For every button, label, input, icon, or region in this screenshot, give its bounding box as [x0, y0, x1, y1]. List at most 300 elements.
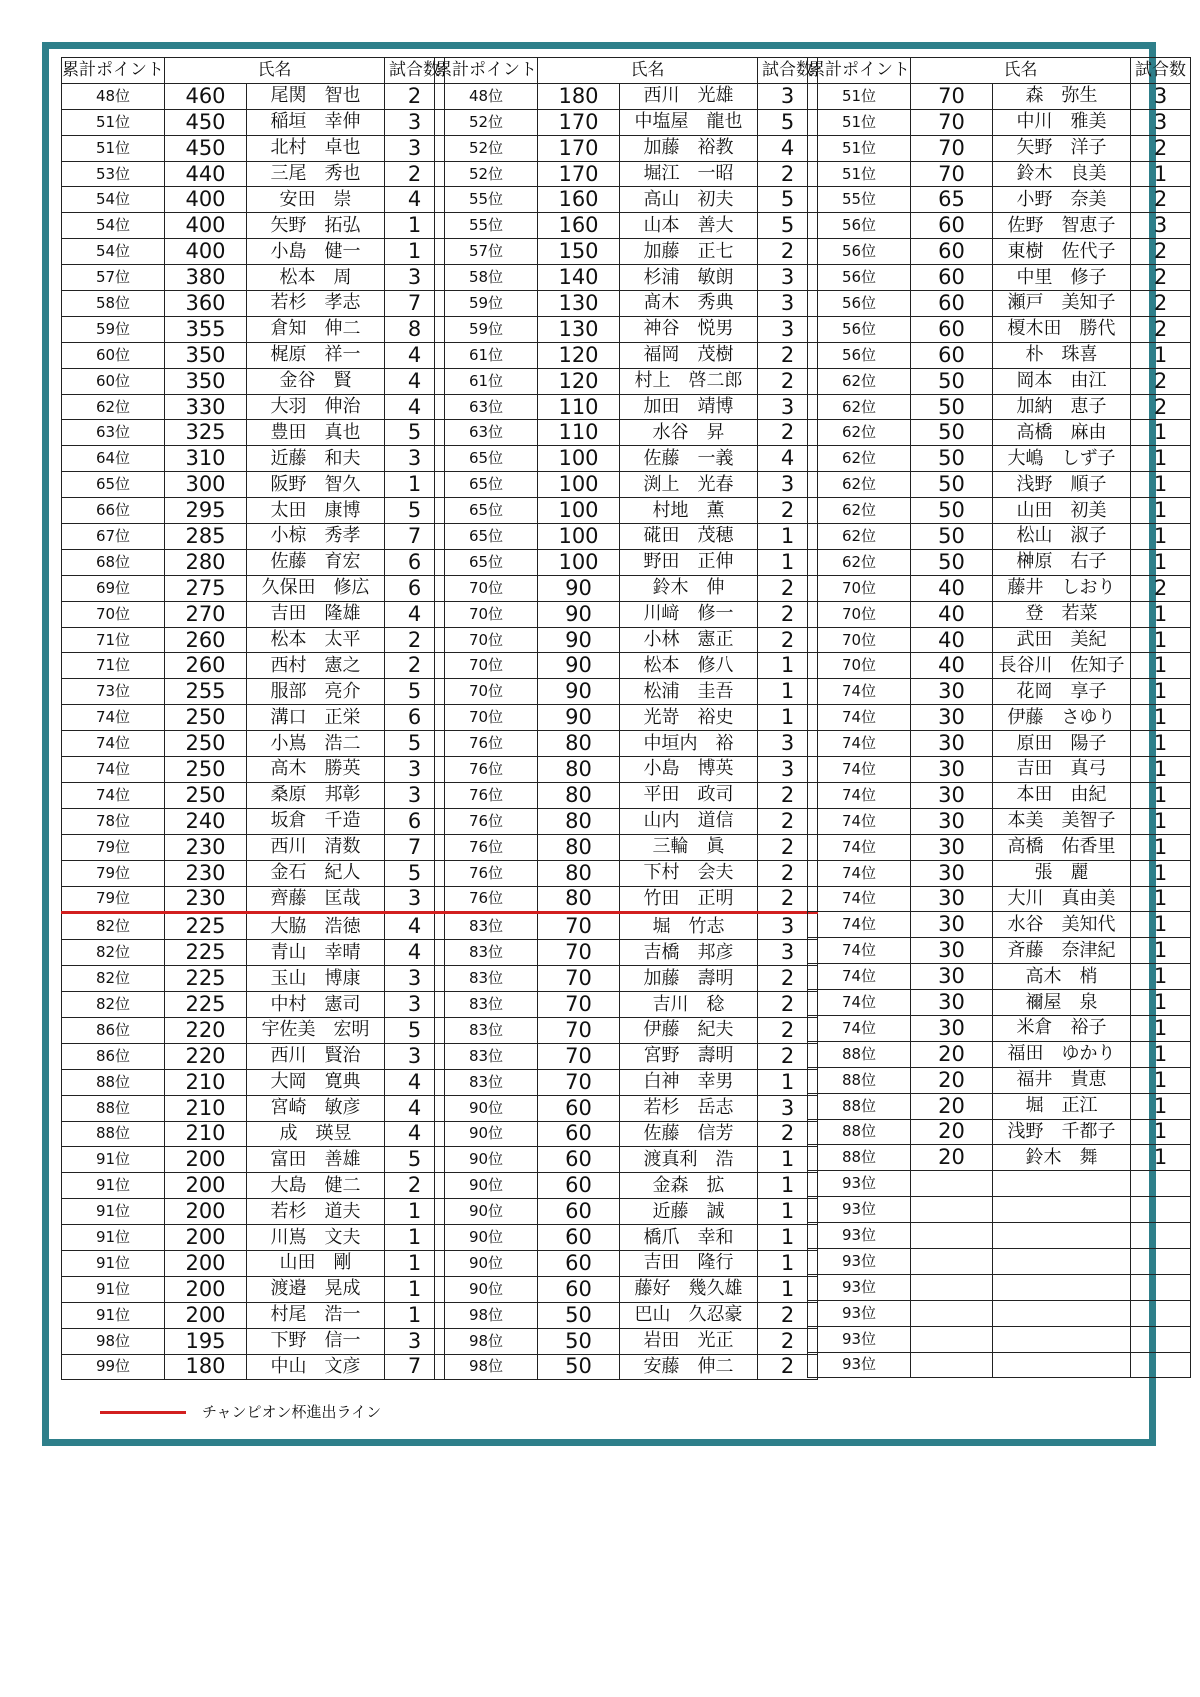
name-cell: 吉田 隆行	[620, 1250, 758, 1276]
rank-cell: 62位	[808, 420, 911, 446]
name-cell: 松浦 圭吾	[620, 679, 758, 705]
rank-cell: 83位	[435, 1043, 538, 1069]
table-row	[62, 1250, 445, 1276]
points-cell: 355	[165, 316, 247, 342]
rank-cell: 91位	[62, 1173, 165, 1199]
games-cell: 1	[1131, 498, 1191, 524]
games-cell: 1	[1131, 679, 1191, 705]
name-header: 氏名	[165, 58, 385, 84]
rank-cell: 57位	[435, 239, 538, 265]
rank-cell: 56位	[808, 342, 911, 368]
rank-cell: 98位	[62, 1328, 165, 1354]
points-cell: 260	[165, 627, 247, 653]
table-row	[808, 316, 1191, 342]
table-row	[435, 653, 818, 679]
games-cell: 2	[1131, 368, 1191, 394]
games-cell: 2	[758, 834, 818, 860]
name-cell: 浅野 千都子	[993, 1119, 1131, 1145]
points-cell: 30	[911, 912, 993, 938]
games-cell: 7	[385, 291, 445, 317]
name-cell: 渡邉 晃成	[247, 1276, 385, 1302]
name-cell: 山田 剛	[247, 1250, 385, 1276]
games-cell: 8	[385, 316, 445, 342]
table-row	[62, 1069, 445, 1095]
rank-cell: 61位	[435, 342, 538, 368]
points-cell: 20	[911, 1067, 993, 1093]
games-header: 試合数	[1131, 58, 1191, 84]
name-cell: 渡真利 浩	[620, 1147, 758, 1173]
points-cell	[911, 1197, 993, 1223]
games-cell: 3	[385, 782, 445, 808]
points-cell: 310	[165, 446, 247, 472]
name-cell: 高山 初夫	[620, 187, 758, 213]
table-row	[808, 575, 1191, 601]
games-cell: 2	[758, 1121, 818, 1147]
games-cell: 1	[1131, 653, 1191, 679]
name-cell: 中塩屋 龍也	[620, 109, 758, 135]
rank-cell: 64位	[62, 446, 165, 472]
table-row	[808, 524, 1191, 550]
rank-cell: 90位	[435, 1147, 538, 1173]
table-row	[435, 705, 818, 731]
games-cell: 2	[758, 1017, 818, 1043]
table-row	[435, 940, 818, 966]
games-cell: 3	[385, 992, 445, 1018]
table-row	[808, 265, 1191, 291]
points-cell: 20	[911, 1041, 993, 1067]
games-cell: 2	[758, 368, 818, 394]
table-row	[435, 109, 818, 135]
name-cell: 溝口 正栄	[247, 705, 385, 731]
rank-cell: 74位	[62, 757, 165, 783]
table-row	[808, 549, 1191, 575]
table-row	[435, 782, 818, 808]
points-cell: 60	[911, 213, 993, 239]
name-cell: 青山 幸晴	[247, 940, 385, 966]
name-cell: 桑原 邦彰	[247, 782, 385, 808]
table-row	[62, 1354, 445, 1380]
table-row	[808, 291, 1191, 317]
rank-cell: 98位	[435, 1302, 538, 1328]
table-row	[62, 1095, 445, 1121]
rank-cell: 70位	[808, 601, 911, 627]
table-row	[435, 549, 818, 575]
name-cell: 中里 修子	[993, 265, 1131, 291]
table-row	[808, 731, 1191, 757]
games-cell: 2	[1131, 291, 1191, 317]
points-cell: 60	[911, 239, 993, 265]
points-cell: 70	[538, 966, 620, 992]
table-row	[435, 1173, 818, 1199]
rank-cell: 56位	[808, 316, 911, 342]
name-cell: 矢野 拓弘	[247, 213, 385, 239]
rank-cell: 88位	[62, 1095, 165, 1121]
points-cell: 100	[538, 524, 620, 550]
table-row	[62, 653, 445, 679]
rank-cell: 58位	[62, 291, 165, 317]
points-cell: 30	[911, 679, 993, 705]
games-cell: 4	[385, 1069, 445, 1095]
name-cell: 野田 正伸	[620, 549, 758, 575]
games-cell: 1	[758, 549, 818, 575]
points-cell: 100	[538, 472, 620, 498]
rank-cell: 93位	[808, 1274, 911, 1300]
rank-cell: 55位	[435, 187, 538, 213]
points-cell: 40	[911, 627, 993, 653]
rank-cell: 68位	[62, 549, 165, 575]
name-cell: 原田 陽子	[993, 731, 1131, 757]
games-cell: 4	[385, 940, 445, 966]
name-cell: 齊藤 匡哉	[247, 886, 385, 913]
rank-cell: 70位	[435, 705, 538, 731]
rank-cell: 74位	[808, 834, 911, 860]
points-cell: 210	[165, 1069, 247, 1095]
points-cell: 140	[538, 265, 620, 291]
points-cell: 230	[165, 886, 247, 913]
games-cell: 2	[1131, 135, 1191, 161]
table-row	[62, 1043, 445, 1069]
rank-cell: 83位	[435, 940, 538, 966]
games-cell: 1	[1131, 1015, 1191, 1041]
points-cell: 260	[165, 653, 247, 679]
points-cell: 50	[911, 472, 993, 498]
rank-cell: 78位	[62, 808, 165, 834]
points-cell: 30	[911, 705, 993, 731]
table-row	[808, 394, 1191, 420]
name-cell: 登 若菜	[993, 601, 1131, 627]
points-cell: 285	[165, 524, 247, 550]
points-cell: 450	[165, 109, 247, 135]
points-cell: 30	[911, 782, 993, 808]
name-cell: 川嶌 文夫	[247, 1225, 385, 1251]
name-cell: 瀬戸 美知子	[993, 291, 1131, 317]
name-cell: 米倉 裕子	[993, 1015, 1131, 1041]
table-row	[808, 627, 1191, 653]
games-header: 試合数	[385, 58, 445, 84]
rank-cell: 74位	[808, 912, 911, 938]
table-row	[62, 316, 445, 342]
name-cell: 川﨑 修一	[620, 601, 758, 627]
rank-cell: 79位	[62, 860, 165, 886]
table-row	[808, 135, 1191, 161]
table-row	[435, 1095, 818, 1121]
points-cell: 295	[165, 498, 247, 524]
games-cell: 4	[385, 394, 445, 420]
rank-cell: 88位	[808, 1041, 911, 1067]
ranking-table-2	[434, 57, 818, 1380]
rank-cell: 53位	[62, 161, 165, 187]
name-cell: 水谷 昇	[620, 420, 758, 446]
games-cell: 7	[385, 524, 445, 550]
points-cell: 80	[538, 860, 620, 886]
rank-cell: 79位	[62, 834, 165, 860]
games-cell: 1	[385, 213, 445, 239]
name-cell: 吉橋 邦彦	[620, 940, 758, 966]
table-row	[808, 679, 1191, 705]
name-cell: 宮野 壽明	[620, 1043, 758, 1069]
games-cell: 3	[1131, 83, 1191, 109]
games-cell: 5	[385, 498, 445, 524]
points-cell: 225	[165, 992, 247, 1018]
rank-cell: 48位	[62, 83, 165, 109]
games-cell: 3	[758, 316, 818, 342]
games-cell: 1	[1131, 834, 1191, 860]
points-cell: 50	[911, 394, 993, 420]
name-cell: 白神 幸男	[620, 1069, 758, 1095]
rank-cell: 65位	[435, 446, 538, 472]
name-cell: 太田 康博	[247, 498, 385, 524]
rank-cell: 63位	[62, 420, 165, 446]
name-cell: 北村 卓也	[247, 135, 385, 161]
table-row	[435, 1069, 818, 1095]
table-row	[808, 912, 1191, 938]
points-cell: 80	[538, 731, 620, 757]
games-cell: 1	[758, 1199, 818, 1225]
table-row	[808, 1274, 1191, 1300]
points-cell: 40	[911, 653, 993, 679]
rank-cell: 74位	[808, 731, 911, 757]
name-cell: 松山 淑子	[993, 524, 1131, 550]
games-cell: 1	[1131, 446, 1191, 472]
rank-cell: 74位	[808, 782, 911, 808]
points-cell: 90	[538, 679, 620, 705]
points-cell: 170	[538, 161, 620, 187]
rank-cell: 70位	[435, 627, 538, 653]
table-row	[435, 83, 818, 109]
table-row	[808, 886, 1191, 912]
points-cell: 240	[165, 808, 247, 834]
table-row	[435, 966, 818, 992]
table-row	[808, 1300, 1191, 1326]
games-cell: 1	[1131, 731, 1191, 757]
games-cell: 4	[385, 601, 445, 627]
rank-cell: 91位	[62, 1250, 165, 1276]
rank-cell: 90位	[435, 1199, 538, 1225]
rank-cell: 76位	[435, 731, 538, 757]
name-cell: 浅野 順子	[993, 472, 1131, 498]
name-cell: 水谷 美知代	[993, 912, 1131, 938]
points-cell: 60	[538, 1173, 620, 1199]
points-cell: 275	[165, 575, 247, 601]
points-cell: 60	[911, 342, 993, 368]
games-cell: 1	[1131, 782, 1191, 808]
games-cell: 1	[1131, 1145, 1191, 1171]
points-cell: 70	[911, 109, 993, 135]
name-cell: 佐藤 一義	[620, 446, 758, 472]
games-cell: 6	[385, 705, 445, 731]
table-row	[435, 1276, 818, 1302]
rank-cell: 70位	[435, 601, 538, 627]
name-cell: 高橋 佑香里	[993, 834, 1131, 860]
table-row	[435, 187, 818, 213]
rank-cell: 83位	[435, 992, 538, 1018]
games-cell: 1	[758, 1173, 818, 1199]
points-cell: 200	[165, 1302, 247, 1328]
rank-cell: 52位	[435, 109, 538, 135]
name-cell: 山内 道信	[620, 808, 758, 834]
rank-cell: 54位	[62, 213, 165, 239]
name-cell: 山田 初美	[993, 498, 1131, 524]
points-cell: 210	[165, 1121, 247, 1147]
name-cell: 吉田 真弓	[993, 757, 1131, 783]
games-cell: 2	[385, 161, 445, 187]
name-cell: 吉川 稔	[620, 992, 758, 1018]
name-cell: 小島 健一	[247, 239, 385, 265]
name-cell: 大脇 浩徳	[247, 913, 385, 940]
games-cell: 3	[758, 265, 818, 291]
name-cell: 張 麗	[993, 860, 1131, 886]
games-cell: 2	[758, 161, 818, 187]
games-cell: 3	[385, 966, 445, 992]
name-cell: 大羽 伸治	[247, 394, 385, 420]
points-cell: 50	[911, 420, 993, 446]
rank-cell: 74位	[808, 860, 911, 886]
games-cell: 4	[385, 342, 445, 368]
name-cell: 本田 由紀	[993, 782, 1131, 808]
points-cell: 90	[538, 705, 620, 731]
games-cell: 1	[1131, 420, 1191, 446]
points-cell: 70	[538, 1043, 620, 1069]
name-cell: 坂倉 千造	[247, 808, 385, 834]
points-cell: 20	[911, 1145, 993, 1171]
rank-cell: 58位	[435, 265, 538, 291]
points-cell: 70	[538, 913, 620, 940]
rank-cell: 65位	[435, 498, 538, 524]
rank-cell: 69位	[62, 575, 165, 601]
table-row	[62, 446, 445, 472]
rank-cell: 65位	[435, 472, 538, 498]
points-cell: 50	[538, 1354, 620, 1380]
name-cell: 西川 賢治	[247, 1043, 385, 1069]
points-cell: 30	[911, 757, 993, 783]
table-row	[808, 834, 1191, 860]
name-header: 氏名	[911, 58, 1131, 84]
table-row	[808, 938, 1191, 964]
name-cell: 小椋 秀孝	[247, 524, 385, 550]
games-cell: 2	[758, 342, 818, 368]
name-cell: 小嶌 浩二	[247, 731, 385, 757]
games-cell: 6	[385, 575, 445, 601]
games-cell: 1	[1131, 912, 1191, 938]
name-cell: 金石 紀人	[247, 860, 385, 886]
games-cell: 3	[1131, 213, 1191, 239]
name-cell: 中村 憲司	[247, 992, 385, 1018]
name-cell: 下野 信一	[247, 1328, 385, 1354]
table-row	[435, 239, 818, 265]
games-cell: 4	[758, 135, 818, 161]
name-cell: 渕上 光春	[620, 472, 758, 498]
rank-cell: 52位	[435, 135, 538, 161]
points-cell: 200	[165, 1250, 247, 1276]
table-row	[435, 1328, 818, 1354]
name-cell: 金谷 賢	[247, 368, 385, 394]
name-cell: 堀 正江	[993, 1093, 1131, 1119]
name-cell: 小島 博英	[620, 757, 758, 783]
points-cell: 70	[911, 161, 993, 187]
rank-cell: 76位	[435, 860, 538, 886]
table-row	[435, 627, 818, 653]
table-row	[435, 601, 818, 627]
table-row	[435, 886, 818, 913]
points-header: 累計ポイント	[808, 58, 911, 84]
points-cell: 400	[165, 213, 247, 239]
games-cell: 3	[385, 135, 445, 161]
games-cell: 1	[1131, 860, 1191, 886]
points-cell: 80	[538, 834, 620, 860]
name-cell: 佐野 智恵子	[993, 213, 1131, 239]
rank-cell: 90位	[435, 1173, 538, 1199]
name-cell	[993, 1223, 1131, 1249]
table-row	[808, 187, 1191, 213]
name-cell: 松本 周	[247, 265, 385, 291]
games-cell	[1131, 1223, 1191, 1249]
rank-cell: 51位	[62, 135, 165, 161]
games-cell: 3	[758, 940, 818, 966]
points-cell: 225	[165, 966, 247, 992]
table-row	[435, 135, 818, 161]
name-cell: 佐藤 信芳	[620, 1121, 758, 1147]
points-cell	[911, 1300, 993, 1326]
table-row	[62, 342, 445, 368]
table-row	[62, 1121, 445, 1147]
points-cell: 210	[165, 1095, 247, 1121]
rank-cell: 70位	[62, 601, 165, 627]
name-cell: 近藤 誠	[620, 1199, 758, 1225]
name-cell: 藤好 幾久雄	[620, 1276, 758, 1302]
points-cell: 180	[165, 1354, 247, 1380]
points-cell: 40	[911, 601, 993, 627]
table-row	[808, 342, 1191, 368]
name-cell: 若杉 道夫	[247, 1199, 385, 1225]
games-cell: 2	[758, 966, 818, 992]
table-row	[808, 1197, 1191, 1223]
name-cell	[993, 1300, 1131, 1326]
points-cell: 255	[165, 679, 247, 705]
points-cell: 170	[538, 109, 620, 135]
games-cell: 1	[758, 705, 818, 731]
points-cell: 110	[538, 394, 620, 420]
name-cell: 大岡 寛典	[247, 1069, 385, 1095]
games-cell: 1	[758, 1276, 818, 1302]
rank-cell: 82位	[62, 992, 165, 1018]
table-row	[62, 498, 445, 524]
rank-cell: 60位	[62, 342, 165, 368]
name-cell: 東樹 佐代子	[993, 239, 1131, 265]
name-cell: 宮崎 敏彦	[247, 1095, 385, 1121]
games-cell: 2	[385, 627, 445, 653]
rank-cell: 59位	[62, 316, 165, 342]
games-cell: 1	[1131, 627, 1191, 653]
points-cell: 30	[911, 808, 993, 834]
table-row	[62, 601, 445, 627]
games-cell: 4	[385, 1095, 445, 1121]
table-row	[62, 966, 445, 992]
rank-cell: 54位	[62, 187, 165, 213]
rank-cell: 74位	[808, 990, 911, 1016]
table-row	[62, 627, 445, 653]
table-row	[62, 1199, 445, 1225]
ranking-table-1	[61, 57, 445, 1380]
games-cell: 5	[758, 213, 818, 239]
games-cell: 2	[758, 1328, 818, 1354]
rank-cell: 61位	[435, 368, 538, 394]
table-row	[808, 1326, 1191, 1352]
rank-cell: 70位	[435, 575, 538, 601]
rank-cell: 83位	[435, 1017, 538, 1043]
games-cell: 1	[385, 1302, 445, 1328]
points-cell	[911, 1223, 993, 1249]
rank-cell: 63位	[435, 420, 538, 446]
